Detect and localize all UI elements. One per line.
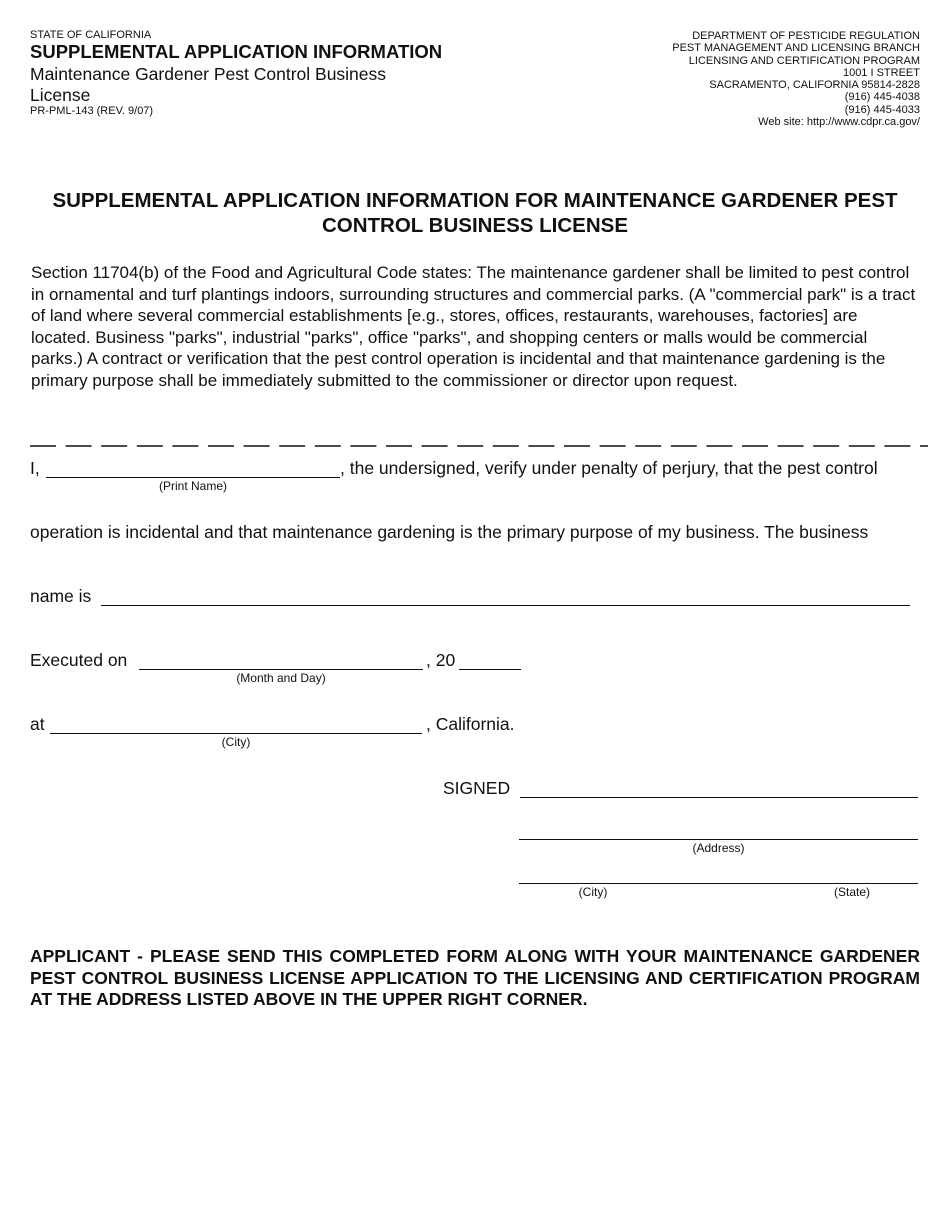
address-line: LICENSING AND CERTIFICATION PROGRAM <box>688 54 920 67</box>
form-title: SUPPLEMENTAL APPLICATION INFORMATION <box>30 41 443 62</box>
state-label: STATE OF CALIFORNIA <box>30 29 152 41</box>
address-caption: (Address) <box>692 841 745 855</box>
address-line: (916) 445-4033 <box>844 103 920 116</box>
website-link[interactable]: Web site: http://www.cdpr.ca.gov/ <box>758 116 920 129</box>
address-line: (916) 445-4038 <box>844 91 920 104</box>
page-title: SUPPLEMENTAL APPLICATION INFORMATION FOR MAINTENANCE GARDENER PEST CONTROL BUSINESS LICENSE <box>52 189 898 237</box>
city-caption: (City) <box>221 735 251 749</box>
month-day-caption: (Month and Day) <box>236 671 326 685</box>
primary-purpose-statement: operation is incidental and that maintenance gardening is the primary purpose of my business. The business <box>30 522 869 542</box>
business-name-field[interactable] <box>101 586 910 606</box>
month-day-field[interactable] <box>139 650 423 670</box>
department-address <box>672 30 920 128</box>
form-subtitle: Maintenance Gardener Pest Control Business License <box>30 64 387 105</box>
address-line: PEST MANAGEMENT AND LICENSING BRANCH <box>672 42 920 55</box>
verify-statement: , the undersigned, verify under penalty of perjury, that the pest control <box>340 458 878 478</box>
city-field[interactable] <box>50 714 422 734</box>
address-line: SACRAMENTO, CALIFORNIA 95814-2828 <box>709 79 920 92</box>
executed-on-label: Executed on <box>30 650 128 670</box>
year-field[interactable] <box>459 650 521 670</box>
year-prefix: , 20 <box>426 650 456 670</box>
address-line: DEPARTMENT OF PESTICIDE REGULATION <box>692 30 920 42</box>
at-label: at <box>30 714 45 734</box>
address-field[interactable] <box>519 820 918 840</box>
business-name-label: name is <box>30 586 92 606</box>
section-paragraph: Section 11704(b) of the Food and Agricultural Code states: The maintenance gardener shall be limited to pest control in ornamental and turf plantings indoors, surrounding structures and commercial parks. (A "commercial park" is a tract of land where several commercial establishments [e.g., stores, offices, restaurants, warehouses, factories] are located. Business "parks", industrial "parks", office "parks", and shopping centers or malls would be commercial parks.) A contract or verification that the pest control operation is incidental and that maintenance gardening is the primary purpose shall be immediately submitted to the commissioner or director upon request. <box>31 263 916 390</box>
dashed-separator <box>30 437 928 445</box>
signer-city-caption: (City) <box>578 885 608 899</box>
signed-label: SIGNED <box>443 778 511 798</box>
applicant-notice: APPLICANT - PLEASE SEND THIS COMPLETED FORM ALONG WITH YOUR MAINTENANCE GARDENER PEST CONTROL BUSINESS LICENSE APPLICATION TO THE LICENSING AND CERTIFICATION PROGRAM AT THE ADDRESS LISTED ABOVE IN THE UPPER RIGHT CORNER. <box>30 946 920 1009</box>
california-label: , California. <box>426 714 515 734</box>
print-name-field[interactable] <box>46 458 340 478</box>
address-line: 1001 I STREET <box>842 66 920 79</box>
form-number: PR-PML-143 (REV. 9/07) <box>30 105 154 117</box>
print-name-caption: (Print Name) <box>158 479 227 493</box>
signature-field[interactable] <box>520 778 918 798</box>
city-state-field[interactable] <box>519 864 918 884</box>
i-prefix: I, <box>30 458 40 478</box>
state-caption: (State) <box>833 885 870 899</box>
